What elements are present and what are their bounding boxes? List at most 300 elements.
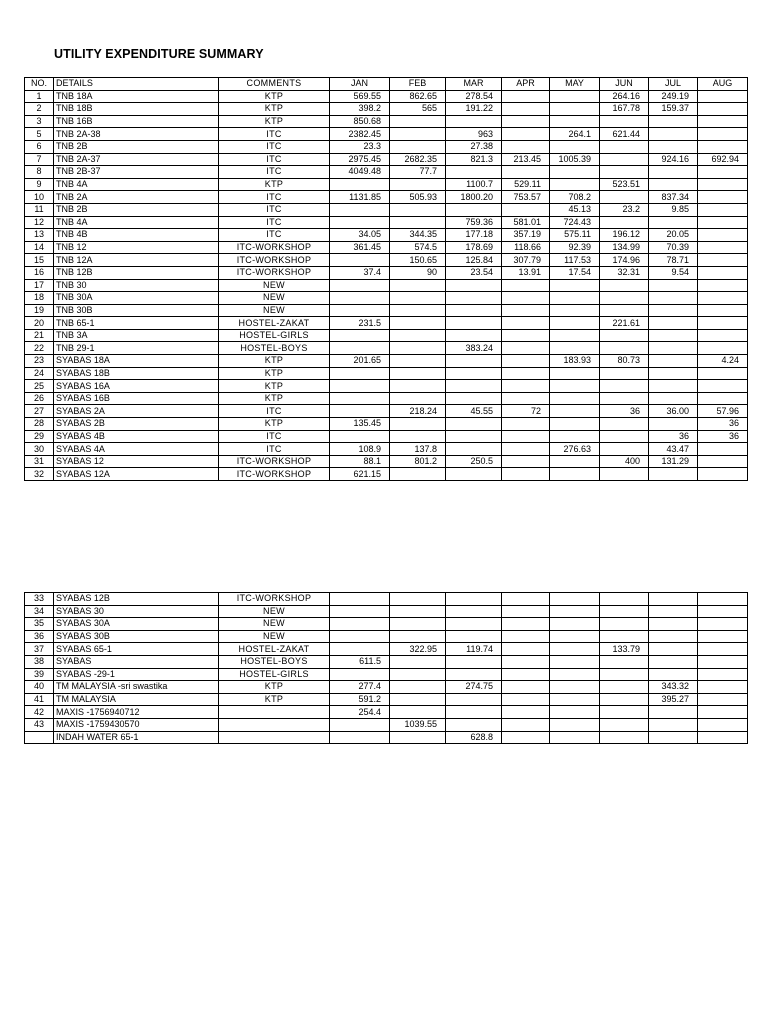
cell-jan xyxy=(330,718,390,731)
cell-details: TNB 2A-38 xyxy=(54,128,219,141)
cell-feb: 322.95 xyxy=(390,643,446,656)
cell-jan: 2975.45 xyxy=(330,153,390,166)
table-row xyxy=(25,681,748,694)
cell-feb: 505.93 xyxy=(390,191,446,204)
cell-jul: 70.39 xyxy=(649,241,698,254)
cell-jun xyxy=(600,706,649,719)
cell-feb xyxy=(390,618,446,631)
cell-may: 1005.39 xyxy=(550,153,600,166)
cell-comments: ITC-WORKSHOP xyxy=(219,266,330,279)
table-row xyxy=(25,292,748,305)
cell-apr xyxy=(502,329,550,342)
cell-no: 38 xyxy=(25,655,54,668)
header-jul: JUL xyxy=(649,78,698,91)
cell-feb xyxy=(390,178,446,191)
cell-jan: 254.4 xyxy=(330,706,390,719)
cell-jul: 343.32 xyxy=(649,681,698,694)
cell-aug xyxy=(698,203,748,216)
cell-details: TM MALAYSIA -sri swastika xyxy=(54,681,219,694)
cell-no: 28 xyxy=(25,418,54,431)
cell-mar: 27.38 xyxy=(446,140,502,153)
cell-jul xyxy=(649,380,698,393)
cell-apr xyxy=(502,468,550,481)
cell-jul: 131.29 xyxy=(649,455,698,468)
cell-aug xyxy=(698,731,748,744)
cell-jul xyxy=(649,292,698,305)
table-row xyxy=(25,317,748,330)
cell-apr xyxy=(502,317,550,330)
cell-jun xyxy=(600,731,649,744)
cell-apr xyxy=(502,655,550,668)
cell-no: 2 xyxy=(25,103,54,116)
cell-apr xyxy=(502,304,550,317)
cell-jan xyxy=(330,618,390,631)
cell-feb xyxy=(390,342,446,355)
cell-jul xyxy=(649,655,698,668)
table-row xyxy=(25,342,748,355)
cell-comments: NEW xyxy=(219,618,330,631)
cell-comments: NEW xyxy=(219,605,330,618)
cell-no: 12 xyxy=(25,216,54,229)
cell-no: 42 xyxy=(25,706,54,719)
cell-aug xyxy=(698,329,748,342)
table-row xyxy=(25,166,748,179)
cell-jan xyxy=(330,367,390,380)
cell-apr xyxy=(502,203,550,216)
cell-jun: 32.31 xyxy=(600,266,649,279)
cell-feb xyxy=(390,593,446,606)
cell-mar xyxy=(446,605,502,618)
cell-mar xyxy=(446,380,502,393)
cell-feb xyxy=(390,681,446,694)
cell-jun: 174.96 xyxy=(600,254,649,267)
cell-no: 6 xyxy=(25,140,54,153)
cell-aug xyxy=(698,643,748,656)
cell-feb: 77.7 xyxy=(390,166,446,179)
cell-mar: 759.36 xyxy=(446,216,502,229)
table-row xyxy=(25,380,748,393)
cell-feb: 801.2 xyxy=(390,455,446,468)
cell-aug xyxy=(698,367,748,380)
cell-jan: 88.1 xyxy=(330,455,390,468)
cell-no: 36 xyxy=(25,630,54,643)
cell-aug xyxy=(698,630,748,643)
cell-mar: 383.24 xyxy=(446,342,502,355)
cell-aug xyxy=(698,693,748,706)
cell-jul xyxy=(649,279,698,292)
cell-apr: 581.01 xyxy=(502,216,550,229)
cell-no: 21 xyxy=(25,329,54,342)
cell-comments: ITC xyxy=(219,203,330,216)
table-row xyxy=(25,329,748,342)
table-row xyxy=(25,254,748,267)
cell-details: SYABAS 12 xyxy=(54,455,219,468)
cell-may: 92.39 xyxy=(550,241,600,254)
cell-jul: 20.05 xyxy=(649,229,698,242)
cell-jul: 36 xyxy=(649,430,698,443)
cell-jul xyxy=(649,718,698,731)
cell-no: 23 xyxy=(25,355,54,368)
cell-mar xyxy=(446,693,502,706)
cell-no: 18 xyxy=(25,292,54,305)
cell-no: 35 xyxy=(25,618,54,631)
cell-aug xyxy=(698,254,748,267)
cell-no: 27 xyxy=(25,405,54,418)
cell-details: TNB 30 xyxy=(54,279,219,292)
cell-may xyxy=(550,178,600,191)
cell-details: SYABAS 30A xyxy=(54,618,219,631)
cell-mar xyxy=(446,304,502,317)
cell-details: SYABAS 65-1 xyxy=(54,643,219,656)
cell-may xyxy=(550,468,600,481)
cell-no: 17 xyxy=(25,279,54,292)
page-title: UTILITY EXPENDITURE SUMMARY xyxy=(54,47,264,61)
cell-apr: 213.45 xyxy=(502,153,550,166)
cell-apr: 72 xyxy=(502,405,550,418)
cell-jan: 34.05 xyxy=(330,229,390,242)
cell-feb xyxy=(390,216,446,229)
table-row xyxy=(25,304,748,317)
cell-may xyxy=(550,593,600,606)
cell-apr xyxy=(502,443,550,456)
cell-may xyxy=(550,731,600,744)
cell-comments: ITC-WORKSHOP xyxy=(219,593,330,606)
cell-mar: 119.74 xyxy=(446,643,502,656)
table-row xyxy=(25,605,748,618)
cell-jul xyxy=(649,418,698,431)
cell-aug xyxy=(698,681,748,694)
cell-comments xyxy=(219,706,330,719)
cell-jul xyxy=(649,468,698,481)
cell-aug xyxy=(698,178,748,191)
cell-jul xyxy=(649,605,698,618)
table-row xyxy=(25,191,748,204)
cell-jun: 134.99 xyxy=(600,241,649,254)
cell-mar xyxy=(446,418,502,431)
cell-may xyxy=(550,140,600,153)
cell-apr xyxy=(502,103,550,116)
cell-jun: 196.12 xyxy=(600,229,649,242)
cell-feb xyxy=(390,668,446,681)
cell-jan: 621.15 xyxy=(330,468,390,481)
cell-aug xyxy=(698,191,748,204)
cell-no: 31 xyxy=(25,455,54,468)
cell-feb xyxy=(390,355,446,368)
cell-jan xyxy=(330,304,390,317)
cell-comments: ITC xyxy=(219,430,330,443)
table-row xyxy=(25,593,748,606)
cell-feb xyxy=(390,468,446,481)
cell-jul xyxy=(649,304,698,317)
cell-jun xyxy=(600,166,649,179)
cell-feb xyxy=(390,203,446,216)
cell-jan xyxy=(330,254,390,267)
cell-mar xyxy=(446,115,502,128)
cell-feb: 2682.35 xyxy=(390,153,446,166)
cell-may xyxy=(550,668,600,681)
cell-mar xyxy=(446,392,502,405)
cell-jul: 78.71 xyxy=(649,254,698,267)
cell-details: TNB 18A xyxy=(54,90,219,103)
cell-details: SYABAS 12B xyxy=(54,593,219,606)
cell-details: SYABAS -29-1 xyxy=(54,668,219,681)
cell-jan: 135.45 xyxy=(330,418,390,431)
cell-comments: ITC xyxy=(219,216,330,229)
table-row xyxy=(25,90,748,103)
header-jan: JAN xyxy=(330,78,390,91)
table-row xyxy=(25,618,748,631)
cell-jan: 591.2 xyxy=(330,693,390,706)
cell-feb xyxy=(390,329,446,342)
cell-no: 25 xyxy=(25,380,54,393)
cell-jul: 249.19 xyxy=(649,90,698,103)
cell-mar xyxy=(446,668,502,681)
cell-apr xyxy=(502,731,550,744)
cell-jan: 201.65 xyxy=(330,355,390,368)
cell-apr xyxy=(502,342,550,355)
cell-jan xyxy=(330,279,390,292)
cell-apr xyxy=(502,593,550,606)
header-comments: COMMENTS xyxy=(219,78,330,91)
cell-no: 16 xyxy=(25,266,54,279)
cell-aug xyxy=(698,706,748,719)
cell-no: 39 xyxy=(25,668,54,681)
cell-details: SYABAS 4A xyxy=(54,443,219,456)
cell-comments xyxy=(219,731,330,744)
cell-jun: 264.16 xyxy=(600,90,649,103)
cell-feb xyxy=(390,115,446,128)
cell-jul xyxy=(649,392,698,405)
cell-may xyxy=(550,455,600,468)
cell-feb xyxy=(390,430,446,443)
cell-jun: 167.78 xyxy=(600,103,649,116)
cell-mar: 628.8 xyxy=(446,731,502,744)
cell-jun xyxy=(600,681,649,694)
cell-may: 117.53 xyxy=(550,254,600,267)
cell-jan: 108.9 xyxy=(330,443,390,456)
cell-mar xyxy=(446,279,502,292)
cell-details: SYABAS 2A xyxy=(54,405,219,418)
cell-comments: ITC xyxy=(219,166,330,179)
cell-comments: KTP xyxy=(219,115,330,128)
cell-no: 10 xyxy=(25,191,54,204)
cell-aug: 36 xyxy=(698,430,748,443)
cell-mar xyxy=(446,292,502,305)
cell-mar: 1100.7 xyxy=(446,178,502,191)
cell-apr xyxy=(502,706,550,719)
cell-jul xyxy=(649,355,698,368)
cell-apr: 307.79 xyxy=(502,254,550,267)
cell-no: 32 xyxy=(25,468,54,481)
cell-aug xyxy=(698,266,748,279)
cell-jan xyxy=(330,178,390,191)
cell-jun xyxy=(600,191,649,204)
cell-jul: 36.00 xyxy=(649,405,698,418)
cell-comments: ITC xyxy=(219,153,330,166)
cell-mar xyxy=(446,443,502,456)
cell-no: 29 xyxy=(25,430,54,443)
cell-details: SYABAS xyxy=(54,655,219,668)
cell-jun xyxy=(600,342,649,355)
cell-apr xyxy=(502,605,550,618)
cell-jan xyxy=(330,630,390,643)
cell-details: SYABAS 18B xyxy=(54,367,219,380)
table-row xyxy=(25,630,748,643)
cell-aug xyxy=(698,468,748,481)
cell-jun xyxy=(600,430,649,443)
cell-jan xyxy=(330,292,390,305)
cell-details: SYABAS 2B xyxy=(54,418,219,431)
cell-mar: 821.3 xyxy=(446,153,502,166)
cell-mar xyxy=(446,718,502,731)
cell-feb: 218.24 xyxy=(390,405,446,418)
cell-details: SYABAS 30B xyxy=(54,630,219,643)
cell-no: 43 xyxy=(25,718,54,731)
cell-jun: 36 xyxy=(600,405,649,418)
cell-comments: ITC xyxy=(219,405,330,418)
cell-may xyxy=(550,643,600,656)
cell-aug xyxy=(698,241,748,254)
cell-jun: 221.61 xyxy=(600,317,649,330)
cell-mar xyxy=(446,355,502,368)
cell-jan: 2382.45 xyxy=(330,128,390,141)
table-row xyxy=(25,468,748,481)
table-row xyxy=(25,241,748,254)
cell-may xyxy=(550,418,600,431)
cell-details: TNB 12 xyxy=(54,241,219,254)
cell-may xyxy=(550,718,600,731)
cell-feb: 1039.55 xyxy=(390,718,446,731)
cell-apr xyxy=(502,718,550,731)
cell-comments: KTP xyxy=(219,380,330,393)
cell-mar xyxy=(446,593,502,606)
table-row xyxy=(25,229,748,242)
cell-feb xyxy=(390,367,446,380)
cell-apr xyxy=(502,355,550,368)
cell-jan: 277.4 xyxy=(330,681,390,694)
cell-feb xyxy=(390,128,446,141)
cell-may xyxy=(550,655,600,668)
cell-jan xyxy=(330,731,390,744)
cell-no: 34 xyxy=(25,605,54,618)
cell-comments: HOSTEL-GIRLS xyxy=(219,668,330,681)
cell-jan: 37.4 xyxy=(330,266,390,279)
cell-may xyxy=(550,317,600,330)
cell-details: SYABAS 4B xyxy=(54,430,219,443)
table-row xyxy=(25,706,748,719)
cell-aug xyxy=(698,279,748,292)
cell-feb xyxy=(390,304,446,317)
cell-jun xyxy=(600,140,649,153)
cell-mar xyxy=(446,630,502,643)
cell-mar xyxy=(446,655,502,668)
table-row xyxy=(25,367,748,380)
cell-apr: 529.11 xyxy=(502,178,550,191)
cell-jul xyxy=(649,342,698,355)
cell-feb: 90 xyxy=(390,266,446,279)
cell-jan xyxy=(330,216,390,229)
cell-jan xyxy=(330,203,390,216)
cell-no: 11 xyxy=(25,203,54,216)
cell-jun xyxy=(600,718,649,731)
cell-apr xyxy=(502,618,550,631)
cell-jun: 621.44 xyxy=(600,128,649,141)
cell-jul xyxy=(649,329,698,342)
cell-jan: 23.3 xyxy=(330,140,390,153)
cell-mar: 178.69 xyxy=(446,241,502,254)
header-apr: APR xyxy=(502,78,550,91)
cell-feb xyxy=(390,630,446,643)
cell-mar xyxy=(446,706,502,719)
table-row xyxy=(25,115,748,128)
cell-apr: 118.66 xyxy=(502,241,550,254)
cell-jul xyxy=(649,128,698,141)
cell-jun: 133.79 xyxy=(600,643,649,656)
table-row xyxy=(25,216,748,229)
cell-aug: 57.96 xyxy=(698,405,748,418)
cell-apr xyxy=(502,292,550,305)
table-row xyxy=(25,266,748,279)
cell-may xyxy=(550,392,600,405)
cell-no: 40 xyxy=(25,681,54,694)
cell-may xyxy=(550,292,600,305)
cell-feb xyxy=(390,380,446,393)
cell-jun xyxy=(600,292,649,305)
cell-jan xyxy=(330,380,390,393)
cell-feb xyxy=(390,706,446,719)
cell-apr: 357.19 xyxy=(502,229,550,242)
cell-jun xyxy=(600,329,649,342)
cell-apr: 13.91 xyxy=(502,266,550,279)
cell-feb xyxy=(390,392,446,405)
cell-no: 20 xyxy=(25,317,54,330)
cell-aug xyxy=(698,304,748,317)
cell-jan xyxy=(330,643,390,656)
cell-details: SYABAS 16B xyxy=(54,392,219,405)
cell-jun: 23.2 xyxy=(600,203,649,216)
cell-mar xyxy=(446,166,502,179)
cell-jan: 231.5 xyxy=(330,317,390,330)
cell-mar xyxy=(446,468,502,481)
cell-apr xyxy=(502,115,550,128)
cell-no: 22 xyxy=(25,342,54,355)
table-row xyxy=(25,455,748,468)
cell-mar xyxy=(446,203,502,216)
table-row xyxy=(25,718,748,731)
table-row xyxy=(25,430,748,443)
cell-jun xyxy=(600,216,649,229)
cell-may xyxy=(550,618,600,631)
cell-aug xyxy=(698,443,748,456)
cell-jul xyxy=(649,618,698,631)
cell-no: 24 xyxy=(25,367,54,380)
header-jun: JUN xyxy=(600,78,649,91)
cell-jan: 611.5 xyxy=(330,655,390,668)
cell-mar: 278.54 xyxy=(446,90,502,103)
expenditure-table-continued xyxy=(24,592,748,744)
cell-mar: 125.84 xyxy=(446,254,502,267)
cell-no: 41 xyxy=(25,693,54,706)
cell-comments: KTP xyxy=(219,418,330,431)
cell-details: MAXIS -1759430570 xyxy=(54,718,219,731)
cell-jul xyxy=(649,115,698,128)
cell-details: TM MALAYSIA xyxy=(54,693,219,706)
cell-no: 15 xyxy=(25,254,54,267)
cell-may xyxy=(550,279,600,292)
cell-details: TNB 65-1 xyxy=(54,317,219,330)
table-row xyxy=(25,643,748,656)
cell-jun xyxy=(600,279,649,292)
